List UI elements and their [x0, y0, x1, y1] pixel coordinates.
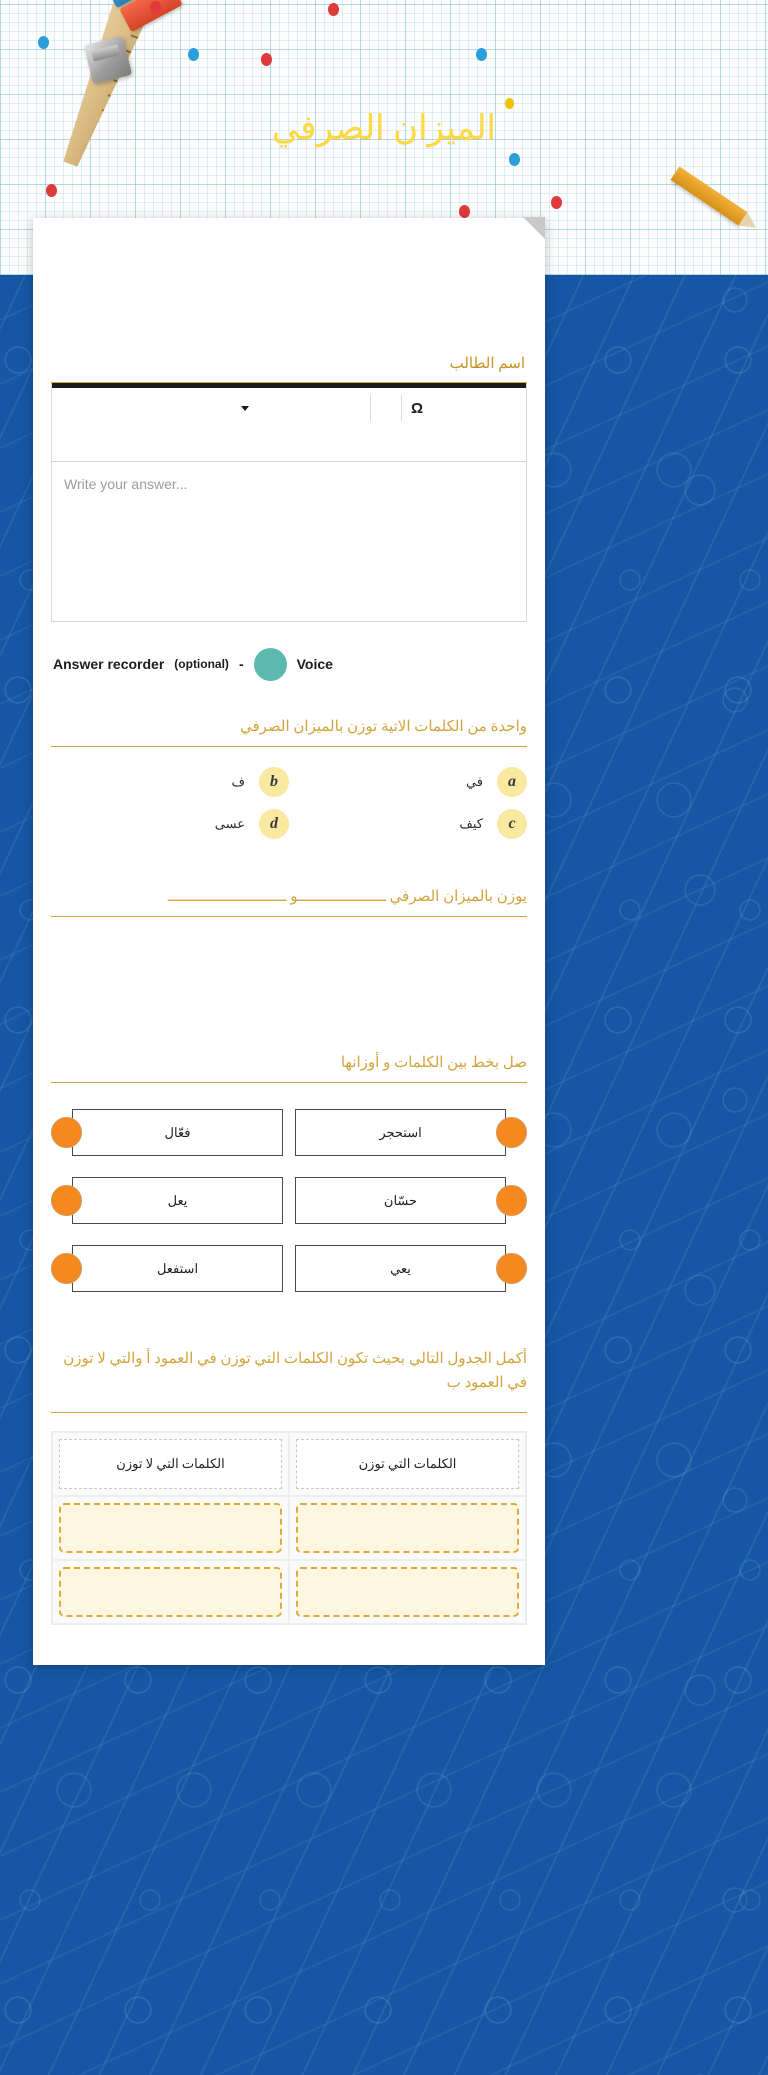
recorder-dash: -	[238, 656, 244, 672]
mcq-bullet[interactable]: a	[497, 767, 527, 797]
mcq-options	[51, 761, 527, 845]
question-sorting-table	[51, 1347, 527, 1625]
drop-zone[interactable]	[296, 1503, 519, 1553]
match-connector-dot[interactable]	[496, 1117, 527, 1148]
recorder-optional-label: (optional)	[174, 657, 229, 671]
mcq-option-text: كيف	[459, 815, 483, 831]
match-connector-dot[interactable]	[51, 1117, 82, 1148]
font-dropdown-button[interactable]	[230, 393, 260, 423]
confetti-dot	[551, 196, 562, 209]
match-item[interactable]: يعل	[72, 1177, 283, 1224]
recorder-label: Answer recorder	[53, 656, 165, 672]
question-multiple-choice	[51, 715, 527, 845]
editor-toolbar-row-2[interactable]	[52, 429, 526, 461]
match-item[interactable]: يعي	[295, 1245, 506, 1292]
question-fill-in-blank	[51, 885, 527, 1037]
match-item[interactable]: فعّال	[72, 1109, 283, 1156]
match-connector-dot[interactable]	[496, 1185, 527, 1216]
page-fold-corner	[523, 217, 545, 239]
match-connector-dot[interactable]	[51, 1253, 82, 1284]
mcq-option-text: عسى	[214, 815, 245, 831]
mcq-option-text: ف	[231, 773, 245, 789]
page-title: الميزان الصرفي	[271, 110, 497, 147]
mcq-bullet[interactable]: b	[259, 767, 289, 797]
chevron-down-icon	[241, 406, 249, 411]
table-drop-cell[interactable]	[52, 1560, 289, 1624]
match-connector-dot[interactable]	[496, 1253, 527, 1284]
toolbar-separator	[370, 395, 371, 421]
table-drop-cell[interactable]	[289, 1560, 526, 1624]
matching-column-right	[51, 1099, 289, 1303]
match-item[interactable]: حسّان	[295, 1177, 506, 1224]
mcq-option-b[interactable]	[51, 761, 289, 803]
column-header-label: الكلمات التي توزن	[296, 1439, 519, 1489]
answer-editor[interactable]	[51, 383, 527, 622]
mcq-row	[51, 761, 527, 803]
divider	[51, 746, 527, 747]
table-drop-cell[interactable]	[52, 1496, 289, 1560]
editor-toolbar[interactable]	[52, 383, 526, 429]
question-title: أكمل الجدول التالي بحيث تكون الكلمات التي توزن في العمود أ والتي لا توزن في العمود ب	[63, 1350, 527, 1391]
matching-row	[51, 1167, 289, 1235]
answer-textarea[interactable]: Write your answer...	[52, 461, 526, 621]
question-title: صل بخط بين الكلمات و أوزانها	[340, 1054, 527, 1071]
drop-zone[interactable]	[296, 1567, 519, 1617]
mcq-row	[51, 803, 527, 845]
matching-row	[289, 1099, 527, 1167]
matching-row	[289, 1167, 527, 1235]
mcq-option-c[interactable]	[289, 803, 527, 845]
table-header-cell	[289, 1432, 526, 1496]
drop-zone[interactable]	[59, 1503, 282, 1553]
confetti-dot	[459, 205, 470, 218]
fill-in-blank-answer-area[interactable]	[51, 917, 527, 1037]
worksheet-card	[33, 218, 545, 1665]
confetti-dot	[150, 1, 161, 14]
confetti-dot	[476, 48, 487, 61]
student-name-label: اسم الطالب	[449, 356, 525, 372]
column-header-label: الكلمات التي لا توزن	[59, 1439, 282, 1489]
mcq-bullet[interactable]: c	[497, 809, 527, 839]
matching-row	[289, 1235, 527, 1303]
confetti-dot	[261, 53, 272, 66]
table-drop-cell[interactable]	[289, 1496, 526, 1560]
divider	[51, 1082, 527, 1083]
table-header-cell	[52, 1432, 289, 1496]
mcq-option-a[interactable]	[289, 761, 527, 803]
matching-column-left	[289, 1099, 527, 1303]
confetti-dot	[46, 184, 57, 197]
confetti-dot	[188, 48, 199, 61]
divider	[51, 1412, 527, 1413]
mcq-option-text: في	[465, 773, 483, 789]
confetti-dot	[38, 36, 49, 49]
pencil-icon	[671, 166, 748, 225]
sorting-table	[51, 1431, 527, 1625]
match-connector-dot[interactable]	[51, 1185, 82, 1216]
question-title: يوزن بالميزان الصرفي ــــــــــــــــــــو ـــــــــــــــــــــــــــ	[167, 888, 527, 905]
question-matching	[51, 1051, 527, 1303]
special-character-button[interactable]: Ω	[410, 399, 424, 417]
match-item[interactable]: استفعل	[72, 1245, 283, 1292]
confetti-dot	[509, 153, 520, 166]
match-item[interactable]: استحجر	[295, 1109, 506, 1156]
voice-label: Voice	[296, 656, 333, 672]
voice-record-button[interactable]	[254, 648, 287, 681]
student-name-block	[51, 218, 527, 383]
matching-area	[51, 1099, 527, 1303]
mcq-bullet[interactable]: d	[259, 809, 289, 839]
confetti-dot	[328, 3, 339, 16]
drop-zone[interactable]	[59, 1567, 282, 1617]
question-title: واحدة من الكلمات الاتية توزن بالميزان الصرفي	[239, 718, 527, 735]
answer-recorder-row	[53, 648, 527, 681]
matching-row	[51, 1099, 289, 1167]
mcq-option-d[interactable]	[51, 803, 289, 845]
matching-row	[51, 1235, 289, 1303]
